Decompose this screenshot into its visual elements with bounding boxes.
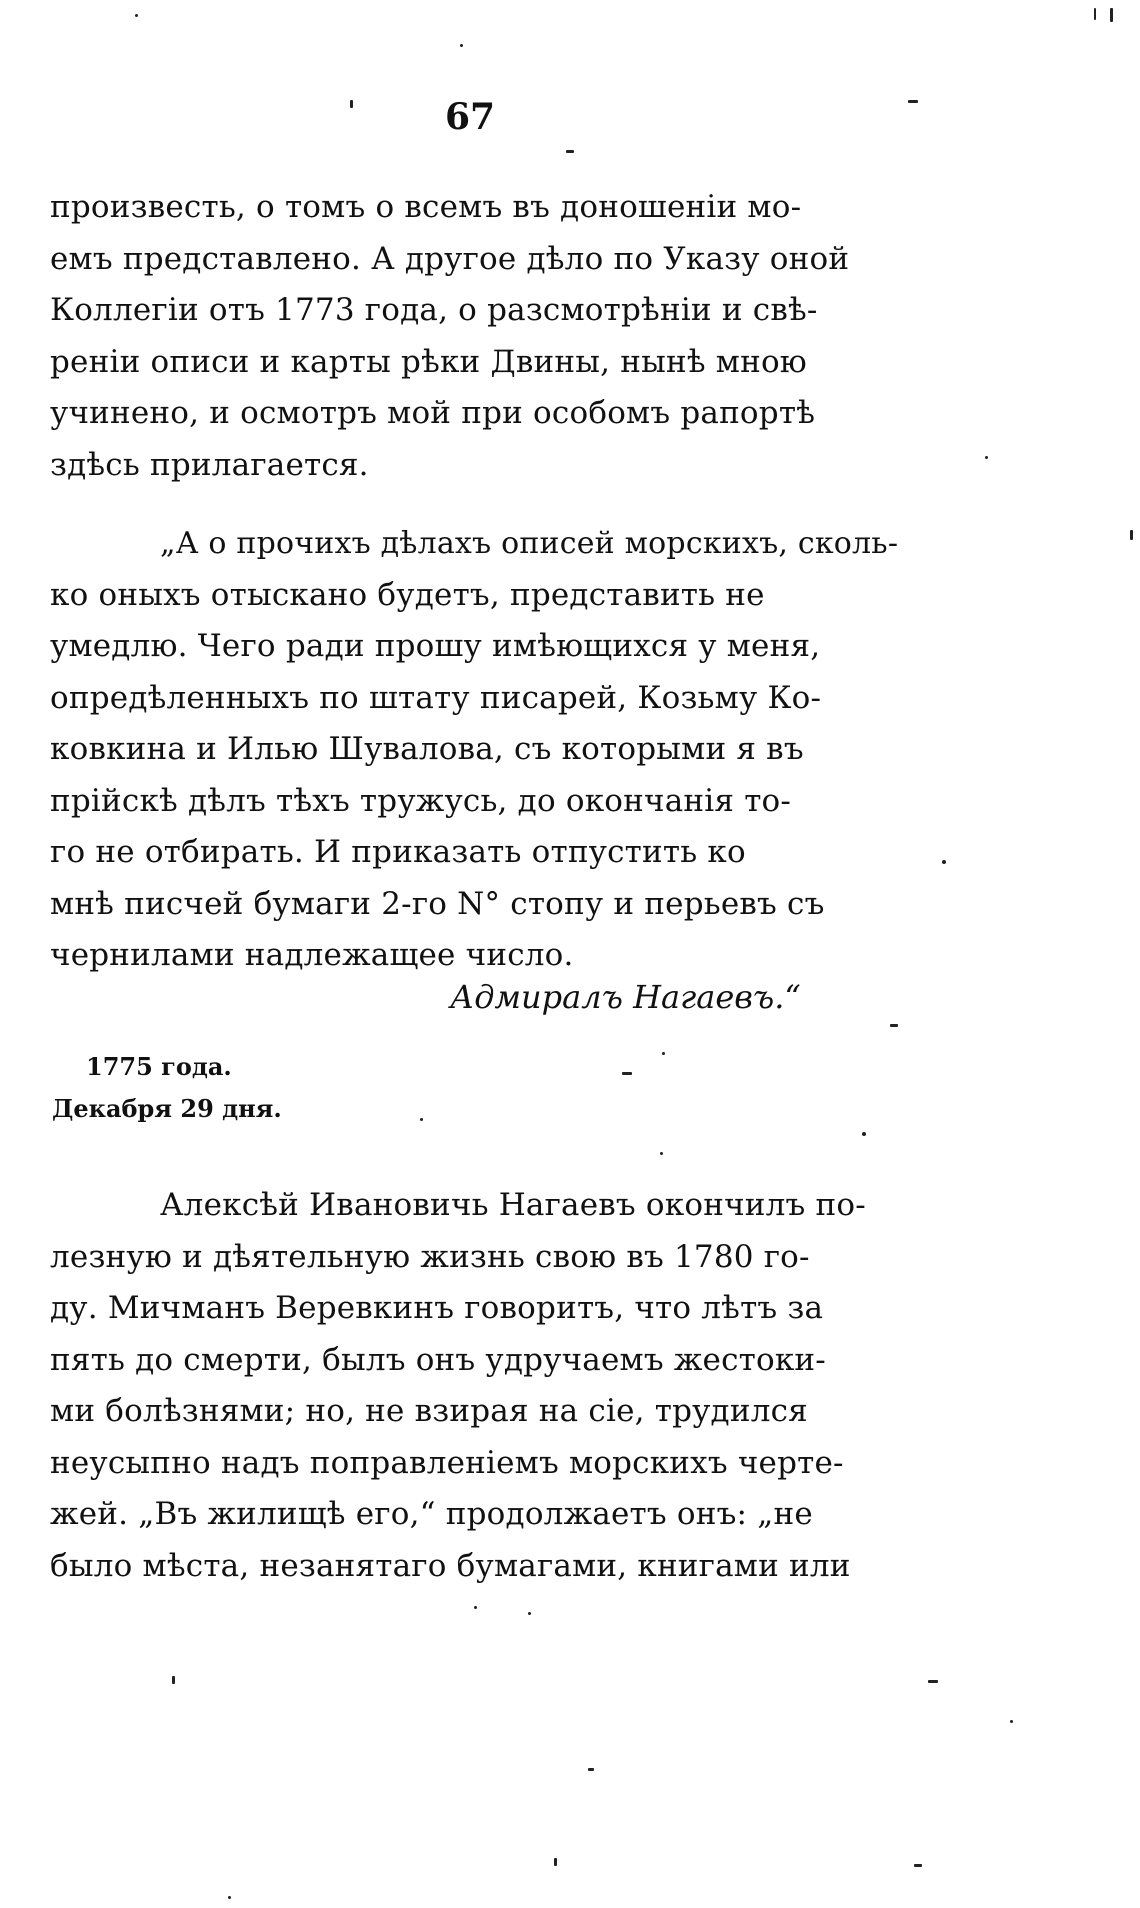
text-line: здѣсь прилагается. — [50, 446, 369, 483]
scan-speck — [942, 860, 946, 864]
text-line: емъ представлено. А другое дѣло по Указу оной — [50, 240, 850, 277]
paragraph-2 — [50, 518, 900, 982]
text-line: Алексѣй Ивановичь Нагаевъ окончилъ по- — [160, 1187, 866, 1223]
scan-speck — [1130, 530, 1133, 540]
scan-speck — [474, 1606, 477, 1609]
text-line: чернилами надлежащее число. — [50, 937, 574, 973]
scan-speck — [528, 1612, 531, 1615]
scan-speck — [135, 14, 138, 17]
scan-speck — [914, 1864, 922, 1867]
text-line: ко оныхъ отыскано будетъ, представить не — [50, 576, 765, 613]
scan-speck — [622, 1072, 632, 1075]
text-line: Коллегіи отъ 1773 года, о разсмотрѣніи и свѣ- — [50, 292, 818, 328]
scan-speck — [662, 1052, 665, 1055]
text-line: го не отбирать. И приказать отпустить ко — [50, 834, 746, 870]
text-line: опредѣленныхъ по штату писарей, Козьму Ко- — [50, 679, 822, 716]
letter-date — [52, 1046, 282, 1130]
text-line: лезную и дѣятельную жизнь свою въ 1780 го- — [50, 1238, 810, 1275]
scan-speck — [985, 456, 988, 459]
text-line: ду. Мичманъ Веревкинъ говоритъ, что лѣтъ за — [50, 1290, 824, 1326]
scan-speck — [908, 100, 918, 103]
text-line: ковкина и Илью Шувалова, съ которыми я въ — [50, 731, 804, 767]
date-year: 1775 года. — [86, 1052, 232, 1081]
scan-speck — [660, 1152, 663, 1155]
text-line: мнѣ писчей бумаги 2-го N° стопу и перьевъ съ — [50, 885, 825, 922]
text-line: жей. „Въ жилищѣ его,“ продолжаетъ онъ: „не — [50, 1496, 813, 1532]
scan-speck — [172, 1676, 175, 1684]
text-line: реніи описи и карты рѣки Двины, нынѣ мною — [50, 343, 807, 380]
page-number: 67 — [444, 96, 496, 138]
signature: Адмиралъ Нагаевъ.“ — [450, 978, 801, 1016]
paragraph-1 — [50, 182, 900, 491]
text-line: произвесть, о томъ о всемъ въ доношеніи мо- — [50, 189, 802, 225]
scan-speck — [566, 150, 574, 153]
text-line: пять до смерти, былъ онъ удручаемъ жестоки- — [50, 1341, 826, 1378]
text-line: умедлю. Чего ради прошу имѣющихся у меня, — [50, 628, 821, 664]
paragraph-3 — [50, 1180, 900, 1592]
scan-speck — [1094, 8, 1096, 20]
scan-speck — [928, 1680, 938, 1683]
scan-speck — [1010, 1720, 1013, 1723]
scan-speck — [350, 100, 353, 108]
scan-speck — [554, 1858, 557, 1866]
text-line: неусыпно надъ поправленіемъ морскихъ черте- — [50, 1444, 844, 1481]
scan-speck — [228, 1896, 231, 1899]
text-line: прійскѣ дѣлъ тѣхъ тружусь, до окончанія то- — [50, 782, 792, 819]
scan-speck — [460, 44, 463, 47]
text-line: учинено, и осмотръ мой при особомъ рапортѣ — [50, 395, 816, 431]
scan-speck — [1110, 8, 1113, 22]
scan-speck — [588, 1768, 594, 1771]
text-line: ми болѣзнями; но, не взирая на сіе, трудился — [50, 1393, 808, 1429]
date-day: Декабря 29 дня. — [52, 1094, 282, 1123]
scan-speck — [420, 1118, 423, 1121]
text-line: „А о прочихъ дѣлахъ описей морскихъ, сколь- — [160, 526, 899, 561]
scan-speck — [862, 1132, 866, 1136]
scan-speck — [890, 1024, 898, 1027]
text-line: было мѣста, незанятаго бумагами, книгами или — [50, 1547, 851, 1584]
